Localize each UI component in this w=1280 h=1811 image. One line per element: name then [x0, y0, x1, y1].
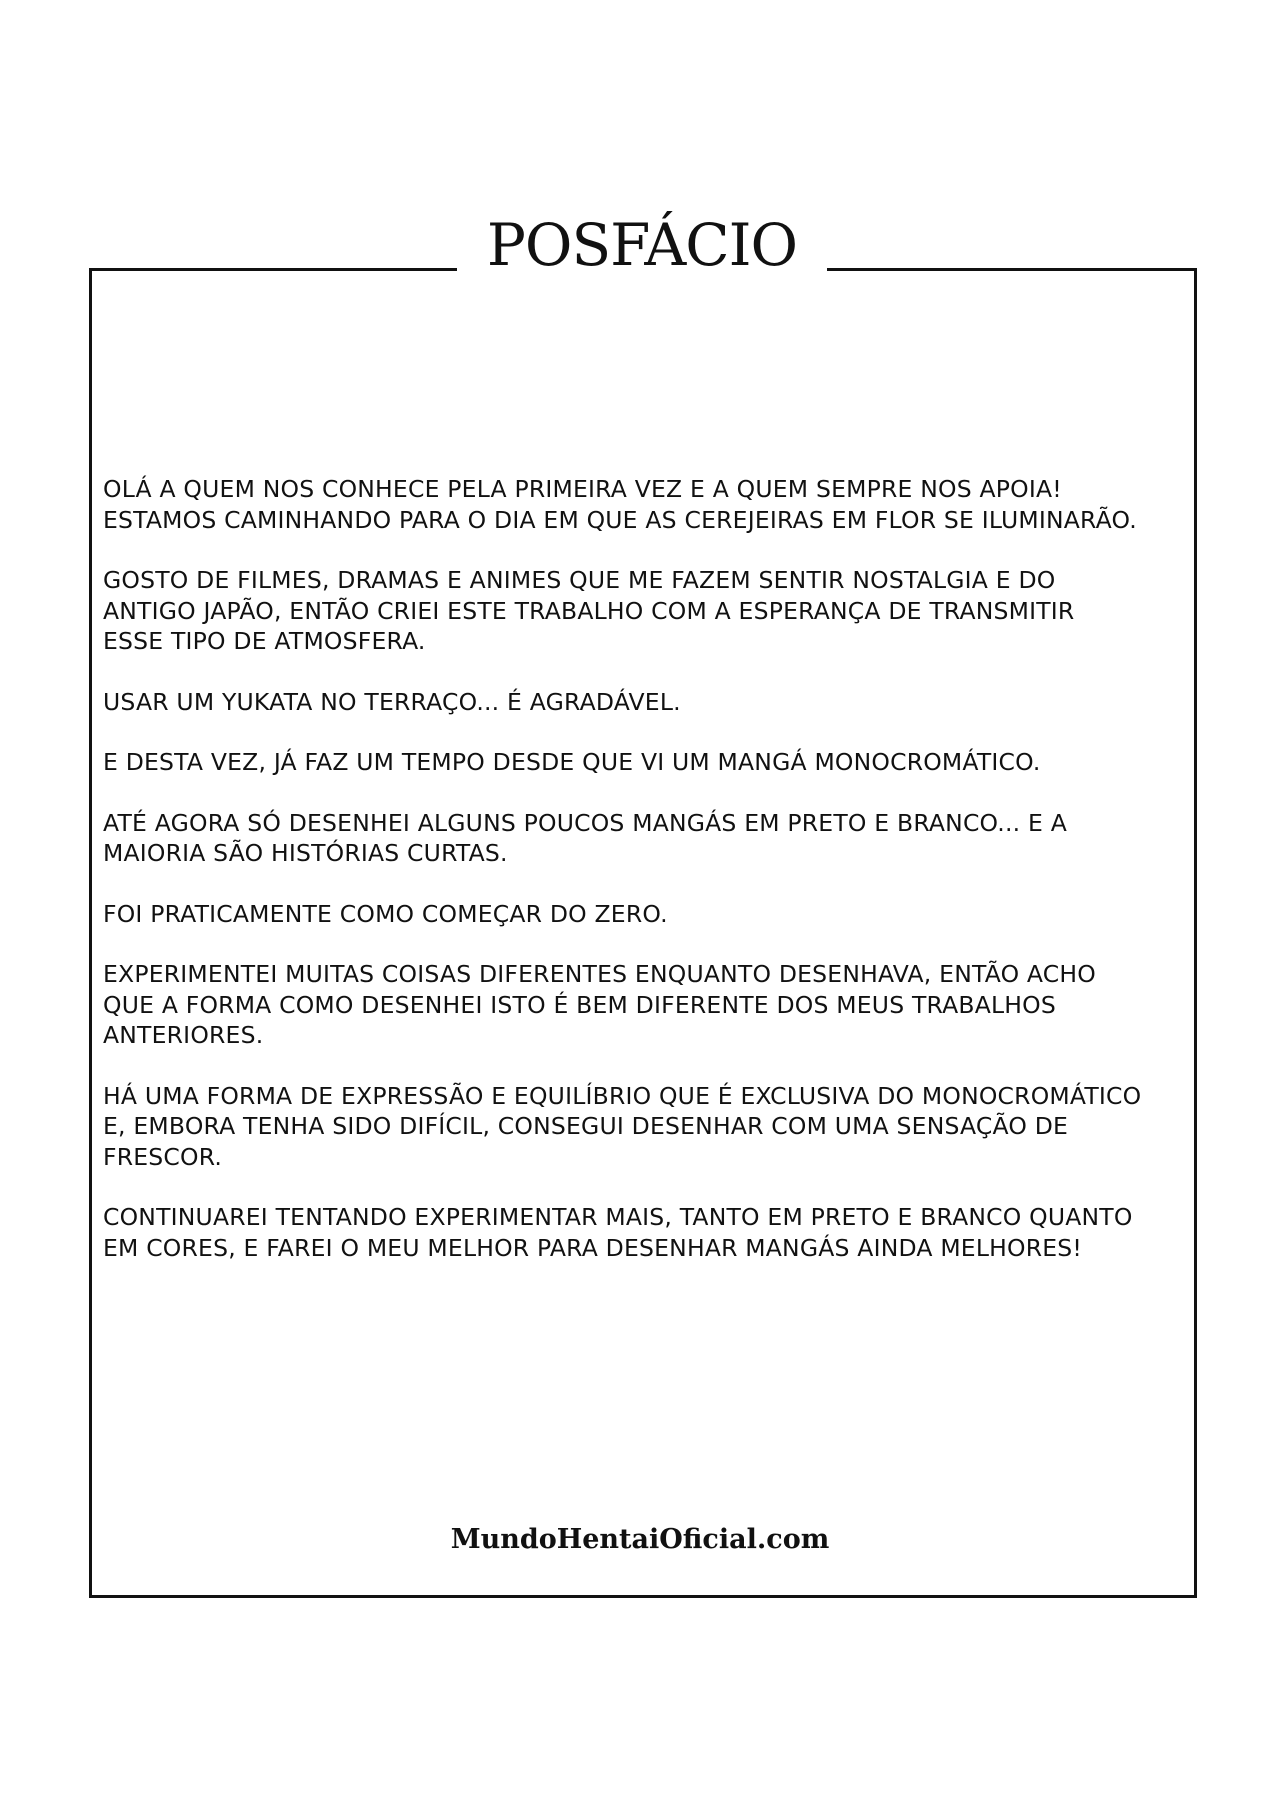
paragraph-9: CONTINUAREI TENTANDO EXPERIMENTAR MAIS, TANTO EM PRETO E BRANCO QUANTO EM CORES, E FAREI O MEU MELHOR PARA DESENHAR MANGÁS AINDA MELHORES!: [103, 1203, 1133, 1262]
paragraph-8: HÁ UMA FORMA DE EXPRESSÃO E EQUILÍBRIO QUE É EXCLUSIVA DO MONOCROMÁTICO E, EMBORA TENHA SIDO DIFÍCIL, CONSEGUI DESENHAR COM UMA SENSAÇÃO DE FRESCOR.: [103, 1081, 1142, 1171]
paragraph-6: FOI PRATICAMENTE COMO COMEÇAR DO ZERO.: [103, 899, 668, 928]
website-credit: MundoHentaiOficial.com: [450, 1524, 830, 1555]
page-title: POSFÁCIO: [457, 210, 827, 280]
paragraph-5: ATÉ AGORA SÓ DESENHEI ALGUNS POUCOS MANGÁS EM PRETO E BRANCO... E A MAIORIA SÃO HISTÓRIAS CURTAS.: [103, 808, 1067, 867]
title-container: [0, 210, 1280, 280]
paragraph-2: GOSTO DE FILMES, DRAMAS E ANIMES QUE ME FAZEM SENTIR NOSTALGIA E DO ANTIGO JAPÃO, ENTÃO CRIEI ESTE TRABALHO COM A ESPERANÇA DE TRANSMITIR ESSE TIPO DE ATMOSFERA.: [103, 566, 1075, 655]
paragraph-1: OLÁ A QUEM NOS CONHECE PELA PRIMEIRA VEZ E A QUEM SEMPRE NOS APOIA! ESTAMOS CAMINHANDO PARA O DIA EM QUE AS CEREJEIRAS EM FLOR SE ILUMINARÃO.: [103, 475, 1137, 534]
paragraph-4: E DESTA VEZ, JÁ FAZ UM TEMPO DESDE QUE VI UM MANGÁ MONOCROMÁTICO.: [103, 748, 1041, 776]
paragraph-7: EXPERIMENTEI MUITAS COISAS DIFERENTES ENQUANTO DESENHAVA, ENTÃO ACHO QUE A FORMA COMO DESENHEI ISTO É BEM DIFERENTE DOS MEUS TRABALHOS ANTERIORES.: [103, 960, 1096, 1049]
paragraph-3: USAR UM YUKATA NO TERRAÇO... É AGRADÁVEL.: [103, 687, 681, 716]
afterword-body: [103, 474, 1193, 1293]
